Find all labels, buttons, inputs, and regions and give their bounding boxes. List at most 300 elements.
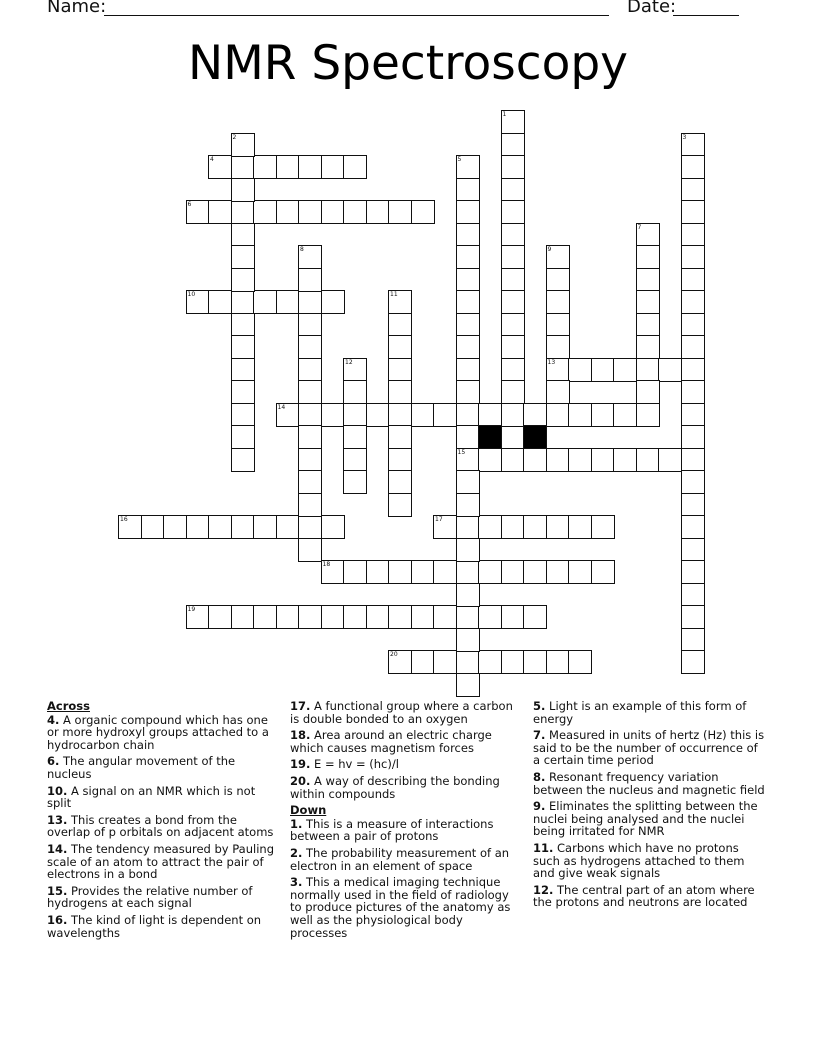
grid-cell[interactable] xyxy=(478,448,502,472)
grid-cell[interactable] xyxy=(636,290,660,314)
cell-number: 6 xyxy=(187,201,192,208)
grid-cell[interactable] xyxy=(546,403,570,427)
grid-cell[interactable] xyxy=(433,560,457,584)
grid-cell[interactable] xyxy=(546,335,570,359)
clue-number: 13. xyxy=(47,812,68,827)
grid-cell[interactable] xyxy=(546,245,570,269)
puzzle-title: NMR Spectroscopy xyxy=(188,36,628,91)
grid-cell[interactable] xyxy=(456,313,480,337)
grid-cell[interactable] xyxy=(501,223,525,247)
cell-number: 3 xyxy=(682,133,687,141)
clue-number: 4. xyxy=(47,712,60,727)
clue-text: Area around an electric charge which causes magnetism forces xyxy=(290,728,492,755)
grid-cell[interactable] xyxy=(298,493,322,517)
grid-cell[interactable] xyxy=(276,403,300,427)
cell-number: 20 xyxy=(390,651,398,658)
grid-cell[interactable] xyxy=(321,560,345,584)
grid-cell[interactable] xyxy=(433,605,457,629)
grid-cell[interactable] xyxy=(636,358,660,382)
grid-cell[interactable] xyxy=(613,358,637,382)
grid-cell[interactable] xyxy=(478,515,502,539)
clue-across-20 xyxy=(290,775,522,800)
clue-down-11 xyxy=(533,842,765,880)
grid-cell[interactable] xyxy=(321,200,345,224)
grid-cell[interactable] xyxy=(253,200,277,224)
grid-cell[interactable] xyxy=(298,290,322,314)
grid-cell[interactable] xyxy=(388,403,412,427)
grid-cell[interactable] xyxy=(681,448,705,472)
grid-cell[interactable] xyxy=(681,155,705,179)
grid-cell[interactable] xyxy=(501,313,525,337)
clue-text: This creates a bond from the overlap of p orbitals on adjacent atoms xyxy=(47,812,274,840)
grid-cell[interactable] xyxy=(456,628,480,652)
grid-cell[interactable] xyxy=(253,290,277,314)
grid-cell[interactable] xyxy=(591,448,615,472)
grid-cell[interactable] xyxy=(343,200,367,224)
grid-cell[interactable] xyxy=(388,470,412,494)
clue-across-17 xyxy=(290,700,522,725)
grid-cell[interactable] xyxy=(501,560,525,584)
grid-cell[interactable] xyxy=(343,448,367,472)
grid-cell[interactable] xyxy=(681,290,705,314)
grid-cell[interactable] xyxy=(298,313,322,337)
grid-cell[interactable] xyxy=(186,290,210,314)
grid-cell[interactable] xyxy=(456,200,480,224)
grid-cell[interactable] xyxy=(411,650,435,674)
clue-down-9 xyxy=(533,800,765,838)
grid-cell[interactable] xyxy=(501,155,525,179)
grid-cell[interactable] xyxy=(433,403,457,427)
grid-cell[interactable] xyxy=(568,650,592,674)
grid-cell[interactable] xyxy=(276,200,300,224)
grid-cell[interactable] xyxy=(411,200,435,224)
grid-cell[interactable] xyxy=(523,403,547,427)
grid-cell[interactable] xyxy=(546,290,570,314)
grid-cell[interactable] xyxy=(456,448,480,472)
grid-cell[interactable] xyxy=(523,515,547,539)
clue-text: The angular movement of the nucleus xyxy=(47,754,236,781)
grid-cell[interactable] xyxy=(208,155,232,179)
grid-cell[interactable] xyxy=(231,448,255,472)
clue-column-2 xyxy=(290,700,522,943)
grid-cell[interactable] xyxy=(681,560,705,584)
grid-cell[interactable] xyxy=(456,470,480,494)
grid-cell[interactable] xyxy=(681,223,705,247)
clue-across-16 xyxy=(47,914,279,939)
grid-cell[interactable] xyxy=(298,358,322,382)
grid-cell[interactable] xyxy=(208,605,232,629)
clue-text: The probability measurement of an electron in an element of space xyxy=(290,845,510,873)
clue-number: 8. xyxy=(533,769,546,784)
grid-cell[interactable] xyxy=(388,650,412,674)
grid-cell[interactable] xyxy=(208,515,232,539)
grid-cell[interactable] xyxy=(231,313,255,337)
grid-cell[interactable] xyxy=(501,605,525,629)
grid-cell[interactable] xyxy=(591,358,615,382)
grid-cell[interactable] xyxy=(636,448,660,472)
grid-cell[interactable] xyxy=(231,605,255,629)
clue-number: 16. xyxy=(47,912,68,927)
grid-cell[interactable] xyxy=(546,650,570,674)
grid-cell[interactable] xyxy=(681,583,705,607)
grid-cell[interactable] xyxy=(343,605,367,629)
grid-cell[interactable] xyxy=(591,560,615,584)
grid-cell[interactable] xyxy=(636,245,660,269)
grid-cell[interactable] xyxy=(456,223,480,247)
grid-cell[interactable] xyxy=(253,515,277,539)
grid-cell[interactable] xyxy=(501,133,525,157)
grid-cell[interactable] xyxy=(501,200,525,224)
grid-cell[interactable] xyxy=(456,493,480,517)
grid-cell[interactable] xyxy=(501,650,525,674)
grid-cell[interactable] xyxy=(118,515,142,539)
grid-cell[interactable] xyxy=(388,358,412,382)
grid-cell[interactable] xyxy=(163,515,187,539)
grid-cell[interactable] xyxy=(681,313,705,337)
grid-cell[interactable] xyxy=(456,380,480,404)
grid-cell[interactable] xyxy=(388,605,412,629)
grid-cell[interactable] xyxy=(231,425,255,449)
clue-across-13 xyxy=(47,814,279,839)
grid-cell[interactable] xyxy=(546,358,570,382)
grid-cell[interactable] xyxy=(433,515,457,539)
grid-cell[interactable] xyxy=(523,560,547,584)
clue-number: 5. xyxy=(533,699,546,713)
grid-cell[interactable] xyxy=(208,200,232,224)
cell-number: 19 xyxy=(187,606,196,613)
grid-cell[interactable] xyxy=(298,605,322,629)
grid-cell[interactable] xyxy=(456,538,480,562)
cell-number: 14 xyxy=(277,403,286,411)
grid-cell[interactable] xyxy=(501,515,525,539)
grid-cell[interactable] xyxy=(321,605,345,629)
grid-cell[interactable] xyxy=(681,380,705,404)
grid-cell[interactable] xyxy=(501,448,525,472)
grid-cell[interactable] xyxy=(456,560,480,584)
grid-cell[interactable] xyxy=(231,178,255,202)
grid-cell[interactable] xyxy=(456,268,480,292)
clue-text: The tendency measured by Pauling scale of an atom to attract the pair of electrons in a bond xyxy=(47,841,274,882)
grid-cell[interactable] xyxy=(298,155,322,179)
grid-cell[interactable] xyxy=(343,403,367,427)
grid-cell[interactable] xyxy=(613,448,637,472)
grid-cell[interactable] xyxy=(231,133,255,157)
grid-cell[interactable] xyxy=(388,200,412,224)
grid-cell[interactable] xyxy=(501,245,525,269)
clue-text: Measured in units of hertz (Hz) this is said to be the number of occurrence of a certain time period xyxy=(533,728,765,768)
grid-cell[interactable] xyxy=(523,650,547,674)
grid-cell[interactable] xyxy=(343,425,367,449)
cell-number: 15 xyxy=(457,448,466,456)
grid-cell[interactable] xyxy=(681,470,705,494)
grid-cell[interactable] xyxy=(231,380,255,404)
cell-number: 10 xyxy=(187,291,196,298)
grid-cell[interactable] xyxy=(613,403,637,427)
clue-column-3 xyxy=(533,700,765,913)
grid-cell[interactable] xyxy=(456,245,480,269)
grid-cell[interactable] xyxy=(388,290,412,314)
grid-cell[interactable] xyxy=(681,628,705,652)
grid-cell[interactable] xyxy=(411,403,435,427)
grid-cell[interactable] xyxy=(681,133,705,157)
clue-number: 12. xyxy=(533,882,554,897)
grid-cell[interactable] xyxy=(456,335,480,359)
grid-cell[interactable] xyxy=(456,425,480,449)
clue-down-3 xyxy=(290,876,522,939)
grid-cell[interactable] xyxy=(546,313,570,337)
clue-text: A signal on an NMR which is not split xyxy=(47,783,256,811)
clue-number: 10. xyxy=(47,783,68,798)
grid-cell[interactable] xyxy=(231,290,255,314)
clue-text: A way of describing the bonding within compounds xyxy=(290,773,500,801)
clue-across-15 xyxy=(47,885,279,910)
grid-cell[interactable] xyxy=(366,200,390,224)
grid-cell[interactable] xyxy=(253,605,277,629)
grid-cell[interactable] xyxy=(501,358,525,382)
grid-cell[interactable] xyxy=(591,403,615,427)
grid-cell[interactable] xyxy=(321,403,345,427)
grid-cell[interactable] xyxy=(298,470,322,494)
clue-number: 7. xyxy=(533,728,546,743)
grid-cell[interactable] xyxy=(681,200,705,224)
grid-cell[interactable] xyxy=(546,515,570,539)
grid-cell[interactable] xyxy=(298,403,322,427)
grid-cell[interactable] xyxy=(388,335,412,359)
grid-cell[interactable] xyxy=(208,290,232,314)
down-heading: Down xyxy=(290,803,327,818)
clue-text: Carbons which have no protons such as hydrogens attached to them and give weak signals xyxy=(533,840,745,881)
grid-cell[interactable] xyxy=(298,380,322,404)
grid-cell[interactable] xyxy=(681,605,705,629)
clue-text: Resonant frequency variation between the nucleus and magnetic field xyxy=(533,769,765,797)
clue-down-2 xyxy=(290,847,522,872)
grid-cell[interactable] xyxy=(681,425,705,449)
grid-cell[interactable] xyxy=(141,515,165,539)
clue-number: 3. xyxy=(290,875,303,890)
grid-cell[interactable] xyxy=(253,155,277,179)
clue-text: This a medical imaging technique normally used in the field of radiology to produce pictures of the anatomy as well as the physiological body processes xyxy=(290,875,511,940)
grid-cell[interactable] xyxy=(388,380,412,404)
grid-cell[interactable] xyxy=(456,403,480,427)
clue-across-14 xyxy=(47,843,279,881)
name-label: Name: xyxy=(47,0,107,17)
grid-cell[interactable] xyxy=(546,448,570,472)
grid-cell[interactable] xyxy=(298,538,322,562)
grid-cell[interactable] xyxy=(478,403,502,427)
grid-cell[interactable] xyxy=(366,560,390,584)
grid-cell[interactable] xyxy=(456,515,480,539)
grid-cell[interactable] xyxy=(523,448,547,472)
clue-across-6 xyxy=(47,755,279,780)
grid-cell[interactable] xyxy=(298,515,322,539)
grid-cell[interactable] xyxy=(501,335,525,359)
grid-cell[interactable] xyxy=(478,605,502,629)
grid-cell[interactable] xyxy=(456,605,480,629)
grid-cell[interactable] xyxy=(366,403,390,427)
grid-cell[interactable] xyxy=(681,268,705,292)
grid-cell[interactable] xyxy=(276,515,300,539)
grid-cell[interactable] xyxy=(591,515,615,539)
cell-number: 2 xyxy=(232,133,237,141)
clue-number: 1. xyxy=(290,816,303,831)
grid-cell[interactable] xyxy=(568,358,592,382)
grid-cell[interactable] xyxy=(546,380,570,404)
grid-cell[interactable] xyxy=(388,425,412,449)
clue-down-5 xyxy=(533,700,765,725)
grid-cell[interactable] xyxy=(568,403,592,427)
clue-text: The central part of an atom where the protons and neutrons are located xyxy=(533,882,755,910)
grid-cell[interactable] xyxy=(388,448,412,472)
grid-cell[interactable] xyxy=(433,650,457,674)
grid-cell[interactable] xyxy=(636,313,660,337)
grid-cell[interactable] xyxy=(546,560,570,584)
clue-number: 14. xyxy=(47,841,68,856)
clue-across-10 xyxy=(47,785,279,810)
grid-cell[interactable] xyxy=(231,245,255,269)
cell-number: 4 xyxy=(210,156,214,163)
grid-cell[interactable] xyxy=(501,178,525,202)
cell-number: 1 xyxy=(502,111,507,118)
grid-cell[interactable] xyxy=(501,290,525,314)
clue-across-4 xyxy=(47,714,279,752)
clue-text: E = hv = (hc)/l xyxy=(310,757,399,772)
grid-cell[interactable] xyxy=(186,515,210,539)
grid-cell[interactable] xyxy=(456,178,480,202)
clue-number: 9. xyxy=(533,799,546,814)
grid-cell[interactable] xyxy=(411,560,435,584)
grid-cell[interactable] xyxy=(681,178,705,202)
grid-cell[interactable] xyxy=(501,403,525,427)
clue-down-7 xyxy=(533,729,765,767)
grid-cell[interactable] xyxy=(456,155,480,179)
grid-cell[interactable] xyxy=(456,290,480,314)
grid-cell[interactable] xyxy=(501,380,525,404)
grid-cell[interactable] xyxy=(231,358,255,382)
grid-cell[interactable] xyxy=(681,538,705,562)
grid-cell[interactable] xyxy=(681,403,705,427)
grid-cell[interactable] xyxy=(276,155,300,179)
clue-number: 20. xyxy=(290,773,311,788)
grid-cell[interactable] xyxy=(366,605,390,629)
grid-cell[interactable] xyxy=(231,223,255,247)
black-square xyxy=(478,425,502,449)
grid-cell[interactable] xyxy=(388,313,412,337)
grid-cell[interactable] xyxy=(231,403,255,427)
grid-cell[interactable] xyxy=(298,335,322,359)
grid-cell[interactable] xyxy=(636,223,660,247)
cell-number: 5 xyxy=(457,156,462,163)
grid-cell[interactable] xyxy=(456,583,480,607)
across-heading: Across xyxy=(47,699,90,713)
grid-cell[interactable] xyxy=(681,493,705,517)
grid-cell[interactable] xyxy=(321,515,345,539)
grid-cell[interactable] xyxy=(298,448,322,472)
grid-cell[interactable] xyxy=(411,605,435,629)
grid-cell[interactable] xyxy=(231,335,255,359)
clue-column-1 xyxy=(47,700,279,943)
clue-number: 18. xyxy=(290,728,311,743)
grid-cell[interactable] xyxy=(681,245,705,269)
cell-number: 16 xyxy=(120,516,128,523)
clue-across-19 xyxy=(290,758,522,771)
grid-cell[interactable] xyxy=(546,268,570,292)
clue-text: A functional group where a carbon is double bonded to an oxygen xyxy=(290,699,513,726)
grid-cell[interactable] xyxy=(298,425,322,449)
cell-number: 13 xyxy=(547,358,556,366)
grid-cell[interactable] xyxy=(343,470,367,494)
grid-cell[interactable] xyxy=(681,358,705,382)
grid-cell[interactable] xyxy=(456,650,480,674)
grid-cell[interactable] xyxy=(276,290,300,314)
grid-cell[interactable] xyxy=(478,560,502,584)
grid-cell[interactable] xyxy=(636,403,660,427)
clue-across-18 xyxy=(290,729,522,754)
grid-cell[interactable] xyxy=(276,605,300,629)
grid-cell[interactable] xyxy=(456,673,480,697)
grid-cell[interactable] xyxy=(343,380,367,404)
grid-cell[interactable] xyxy=(343,358,367,382)
grid-cell[interactable] xyxy=(388,560,412,584)
clue-text: Provides the relative number of hydrogens at each signal xyxy=(47,883,253,911)
grid-cell[interactable] xyxy=(681,515,705,539)
clue-number: 19. xyxy=(290,757,311,772)
grid-cell[interactable] xyxy=(343,155,367,179)
grid-cell[interactable] xyxy=(298,268,322,292)
clue-text: Light is an example of this form of energy xyxy=(533,699,747,726)
clue-number: 17. xyxy=(290,699,311,713)
grid-cell[interactable] xyxy=(658,358,682,382)
grid-cell[interactable] xyxy=(568,560,592,584)
clue-text: This is a measure of interactions between a pair of protons xyxy=(290,816,494,844)
grid-cell[interactable] xyxy=(681,335,705,359)
clue-text: The kind of light is dependent on wavelengths xyxy=(47,912,262,940)
cell-number: 17 xyxy=(435,516,443,523)
grid-cell[interactable] xyxy=(231,268,255,292)
clue-number: 2. xyxy=(290,845,303,860)
grid-cell[interactable] xyxy=(186,200,210,224)
grid-cell[interactable] xyxy=(343,560,367,584)
grid-cell[interactable] xyxy=(231,515,255,539)
grid-cell[interactable] xyxy=(298,200,322,224)
grid-cell[interactable] xyxy=(501,110,525,134)
clue-down-8 xyxy=(533,771,765,796)
grid-cell[interactable] xyxy=(636,380,660,404)
cell-number: 8 xyxy=(300,246,304,253)
clue-text: Eliminates the splitting between the nuclei being analysed and the nuclei being irritated for NMR xyxy=(533,799,758,839)
grid-cell[interactable] xyxy=(568,515,592,539)
clue-down-12 xyxy=(533,884,765,909)
grid-cell[interactable] xyxy=(568,448,592,472)
clue-down-1 xyxy=(290,818,522,843)
grid-cell[interactable] xyxy=(658,448,682,472)
grid-cell[interactable] xyxy=(298,245,322,269)
grid-cell[interactable] xyxy=(501,268,525,292)
grid-cell[interactable] xyxy=(636,335,660,359)
grid-cell[interactable] xyxy=(186,605,210,629)
grid-cell[interactable] xyxy=(478,650,502,674)
cell-number: 12 xyxy=(345,358,353,366)
date-label: Date: xyxy=(627,0,677,17)
grid-cell[interactable] xyxy=(523,605,547,629)
grid-cell[interactable] xyxy=(231,200,255,224)
grid-cell[interactable] xyxy=(636,268,660,292)
grid-cell[interactable] xyxy=(456,358,480,382)
grid-cell[interactable] xyxy=(388,493,412,517)
grid-cell[interactable] xyxy=(231,155,255,179)
grid-cell[interactable] xyxy=(681,650,705,674)
grid-cell[interactable] xyxy=(321,290,345,314)
grid-cell[interactable] xyxy=(321,155,345,179)
